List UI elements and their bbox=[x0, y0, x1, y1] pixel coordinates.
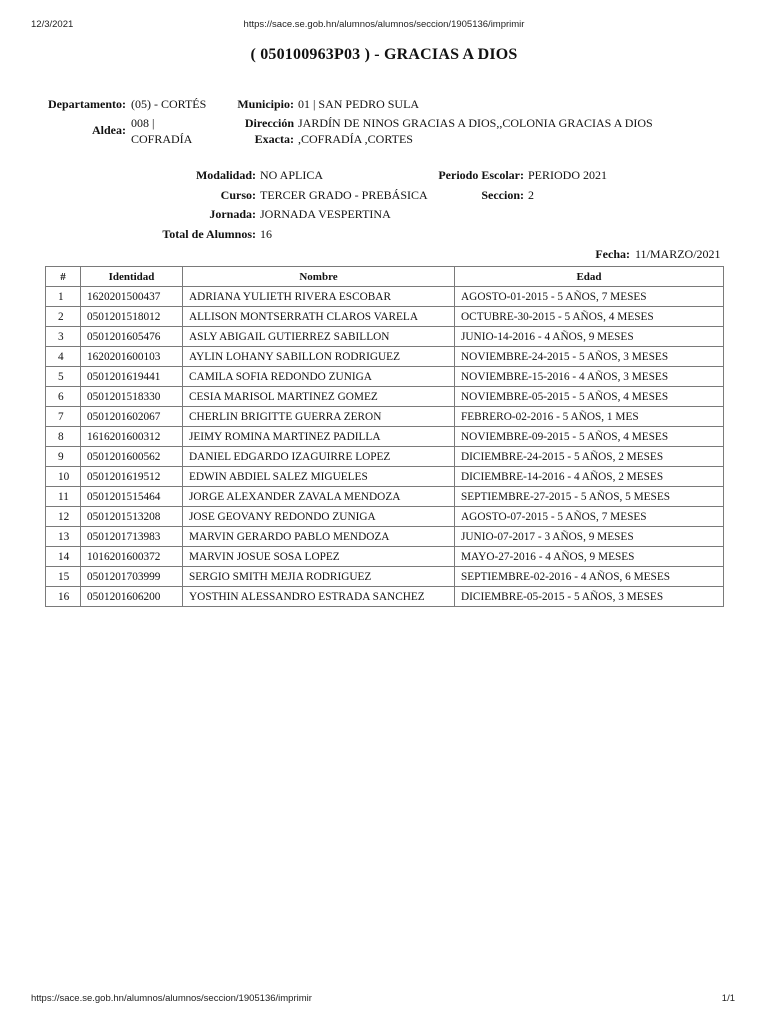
edad-cell: FEBRERO-02-2016 - 5 AÑOS, 1 MES bbox=[455, 407, 724, 427]
edad-cell: SEPTIEMBRE-27-2015 - 5 AÑOS, 5 MESES bbox=[455, 487, 724, 507]
nombre-cell: EDWIN ABDIEL SALEZ MIGUELES bbox=[183, 467, 455, 487]
edad-cell: MAYO-27-2016 - 4 AÑOS, 9 MESES bbox=[455, 547, 724, 567]
table-row bbox=[46, 547, 724, 567]
identidad-cell: 0501201713983 bbox=[81, 527, 183, 547]
municipio-label: Municipio: bbox=[237, 97, 294, 111]
table-row bbox=[46, 467, 724, 487]
table-row bbox=[46, 587, 724, 607]
identidad-cell: 0501201602067 bbox=[81, 407, 183, 427]
identidad-cell: 1016201600372 bbox=[81, 547, 183, 567]
nombre-cell: MARVIN GERARDO PABLO MENDOZA bbox=[183, 527, 455, 547]
seccion-value: 2 bbox=[528, 188, 534, 202]
table-row bbox=[46, 367, 724, 387]
fecha-value: 11/MARZO/2021 bbox=[635, 247, 721, 261]
row-number: 10 bbox=[46, 467, 81, 487]
identidad-cell: 0501201605476 bbox=[81, 327, 183, 347]
row-number: 1 bbox=[46, 287, 81, 307]
row-number: 5 bbox=[46, 367, 81, 387]
identidad-cell: 1620201600103 bbox=[81, 347, 183, 367]
table-row bbox=[46, 387, 724, 407]
row-number: 3 bbox=[46, 327, 81, 347]
table-row bbox=[46, 307, 724, 327]
identidad-cell: 0501201518330 bbox=[81, 387, 183, 407]
modalidad-value: NO APLICA bbox=[260, 168, 324, 182]
identidad-cell: 0501201515464 bbox=[81, 487, 183, 507]
table-row bbox=[46, 527, 724, 547]
row-number: 9 bbox=[46, 447, 81, 467]
jornada-label: Jornada: bbox=[209, 207, 256, 221]
identidad-cell: 0501201513208 bbox=[81, 507, 183, 527]
table-header-row bbox=[46, 267, 724, 287]
row-number: 14 bbox=[46, 547, 81, 567]
nombre-cell: CAMILA SOFIA REDONDO ZUNIGA bbox=[183, 367, 455, 387]
edad-cell: NOVIEMBRE-24-2015 - 5 AÑOS, 3 MESES bbox=[455, 347, 724, 367]
print-date: 12/3/2021 bbox=[31, 19, 74, 30]
row-number: 4 bbox=[46, 347, 81, 367]
edad-cell: SEPTIEMBRE-02-2016 - 4 AÑOS, 6 MESES bbox=[455, 567, 724, 587]
identidad-cell: 0501201600562 bbox=[81, 447, 183, 467]
table-row bbox=[46, 427, 724, 447]
curso-label: Curso: bbox=[220, 188, 256, 202]
nombre-cell: JOSE GEOVANY REDONDO ZUNIGA bbox=[183, 507, 455, 527]
column-header-identidad: Identidad bbox=[81, 267, 183, 287]
edad-cell: AGOSTO-01-2015 - 5 AÑOS, 7 MESES bbox=[455, 287, 724, 307]
nombre-cell: SERGIO SMITH MEJIA RODRIGUEZ bbox=[183, 567, 455, 587]
row-number: 15 bbox=[46, 567, 81, 587]
periodo-label: Periodo Escolar: bbox=[438, 168, 524, 182]
identidad-cell: 0501201703999 bbox=[81, 567, 183, 587]
edad-cell: DICIEMBRE-05-2015 - 5 AÑOS, 3 MESES bbox=[455, 587, 724, 607]
fecha-label: Fecha: bbox=[595, 247, 630, 261]
row-number: 6 bbox=[46, 387, 81, 407]
nombre-cell: MARVIN JOSUE SOSA LOPEZ bbox=[183, 547, 455, 567]
identidad-cell: 1620201500437 bbox=[81, 287, 183, 307]
direccion-label: Dirección bbox=[244, 116, 294, 130]
nombre-cell: JORGE ALEXANDER ZAVALA MENDOZA bbox=[183, 487, 455, 507]
table-row bbox=[46, 327, 724, 347]
total-alumnos-label: Total de Alumnos: bbox=[162, 227, 256, 241]
periodo-value: PERIODO 2021 bbox=[528, 168, 608, 182]
modalidad-label: Modalidad: bbox=[195, 168, 256, 182]
edad-cell: AGOSTO-07-2015 - 5 AÑOS, 7 MESES bbox=[455, 507, 724, 527]
nombre-cell: ASLY ABIGAIL GUTIERREZ SABILLON bbox=[183, 327, 455, 347]
table-row bbox=[46, 347, 724, 367]
identidad-cell: 0501201606200 bbox=[81, 587, 183, 607]
total-alumnos-value: 16 bbox=[260, 227, 272, 241]
nombre-cell: ADRIANA YULIETH RIVERA ESCOBAR bbox=[183, 287, 455, 307]
column-header-number: # bbox=[46, 267, 81, 287]
nombre-cell: CHERLIN BRIGITTE GUERRA ZERON bbox=[183, 407, 455, 427]
table-row bbox=[46, 567, 724, 587]
jornada-value: JORNADA VESPERTINA bbox=[260, 207, 391, 221]
footer-page-number: 1/1 bbox=[721, 993, 735, 1004]
edad-cell: NOVIEMBRE-05-2015 - 5 AÑOS, 4 MESES bbox=[455, 387, 724, 407]
edad-cell: NOVIEMBRE-09-2015 - 5 AÑOS, 4 MESES bbox=[455, 427, 724, 447]
row-number: 8 bbox=[46, 427, 81, 447]
print-url: https://sace.se.gob.hn/alumnos/alumnos/seccion/1905136/imprimir bbox=[243, 19, 525, 30]
row-number: 13 bbox=[46, 527, 81, 547]
edad-cell: JUNIO-14-2016 - 4 AÑOS, 9 MESES bbox=[455, 327, 724, 347]
edad-cell: DICIEMBRE-14-2016 - 4 AÑOS, 2 MESES bbox=[455, 467, 724, 487]
row-number: 7 bbox=[46, 407, 81, 427]
seccion-label: Seccion: bbox=[481, 188, 524, 202]
column-header-nombre: Nombre bbox=[183, 267, 455, 287]
nombre-cell: DANIEL EDGARDO IZAGUIRRE LOPEZ bbox=[183, 447, 455, 467]
aldea-value-line1: 008 | bbox=[131, 116, 155, 130]
exacta-label: Exacta: bbox=[254, 132, 294, 146]
nombre-cell: YOSTHIN ALESSANDRO ESTRADA SANCHEZ bbox=[183, 587, 455, 607]
edad-cell: NOVIEMBRE-15-2016 - 4 AÑOS, 3 MESES bbox=[455, 367, 724, 387]
nombre-cell: ALLISON MONTSERRATH CLAROS VARELA bbox=[183, 307, 455, 327]
table-row bbox=[46, 487, 724, 507]
row-number: 2 bbox=[46, 307, 81, 327]
table-row bbox=[46, 447, 724, 467]
direccion-value: JARDÍN DE NINOS GRACIAS A DIOS,,COLONIA GRACIAS A DIOS bbox=[298, 116, 653, 130]
aldea-value-line2: COFRADÍA bbox=[131, 132, 193, 146]
departamento-value: (05) - CORTÉS bbox=[131, 97, 207, 111]
edad-cell: OCTUBRE-30-2015 - 5 AÑOS, 4 MESES bbox=[455, 307, 724, 327]
edad-cell: DICIEMBRE-24-2015 - 5 AÑOS, 2 MESES bbox=[455, 447, 724, 467]
identidad-cell: 0501201518012 bbox=[81, 307, 183, 327]
nombre-cell: CESIA MARISOL MARTINEZ GOMEZ bbox=[183, 387, 455, 407]
aldea-label: Aldea: bbox=[92, 123, 126, 137]
row-number: 12 bbox=[46, 507, 81, 527]
column-header-edad: Edad bbox=[455, 267, 724, 287]
exacta-value: ,COFRADÍA ,CORTES bbox=[298, 132, 413, 146]
students-table bbox=[45, 266, 724, 607]
curso-value: TERCER GRADO - PREBÁSICA bbox=[260, 188, 428, 202]
table-row bbox=[46, 507, 724, 527]
identidad-cell: 0501201619441 bbox=[81, 367, 183, 387]
nombre-cell: AYLIN LOHANY SABILLON RODRIGUEZ bbox=[183, 347, 455, 367]
municipio-value: 01 | SAN PEDRO SULA bbox=[298, 97, 420, 111]
row-number: 11 bbox=[46, 487, 81, 507]
nombre-cell: JEIMY ROMINA MARTINEZ PADILLA bbox=[183, 427, 455, 447]
row-number: 16 bbox=[46, 587, 81, 607]
footer-url: https://sace.se.gob.hn/alumnos/alumnos/seccion/1905136/imprimir bbox=[31, 993, 312, 1004]
table-row bbox=[46, 407, 724, 427]
departamento-label: Departamento: bbox=[48, 97, 126, 111]
identidad-cell: 0501201619512 bbox=[81, 467, 183, 487]
page-title: ( 050100963P03 ) - GRACIAS A DIOS bbox=[250, 46, 518, 63]
edad-cell: JUNIO-07-2017 - 3 AÑOS, 9 MESES bbox=[455, 527, 724, 547]
identidad-cell: 1616201600312 bbox=[81, 427, 183, 447]
table-row bbox=[46, 287, 724, 307]
